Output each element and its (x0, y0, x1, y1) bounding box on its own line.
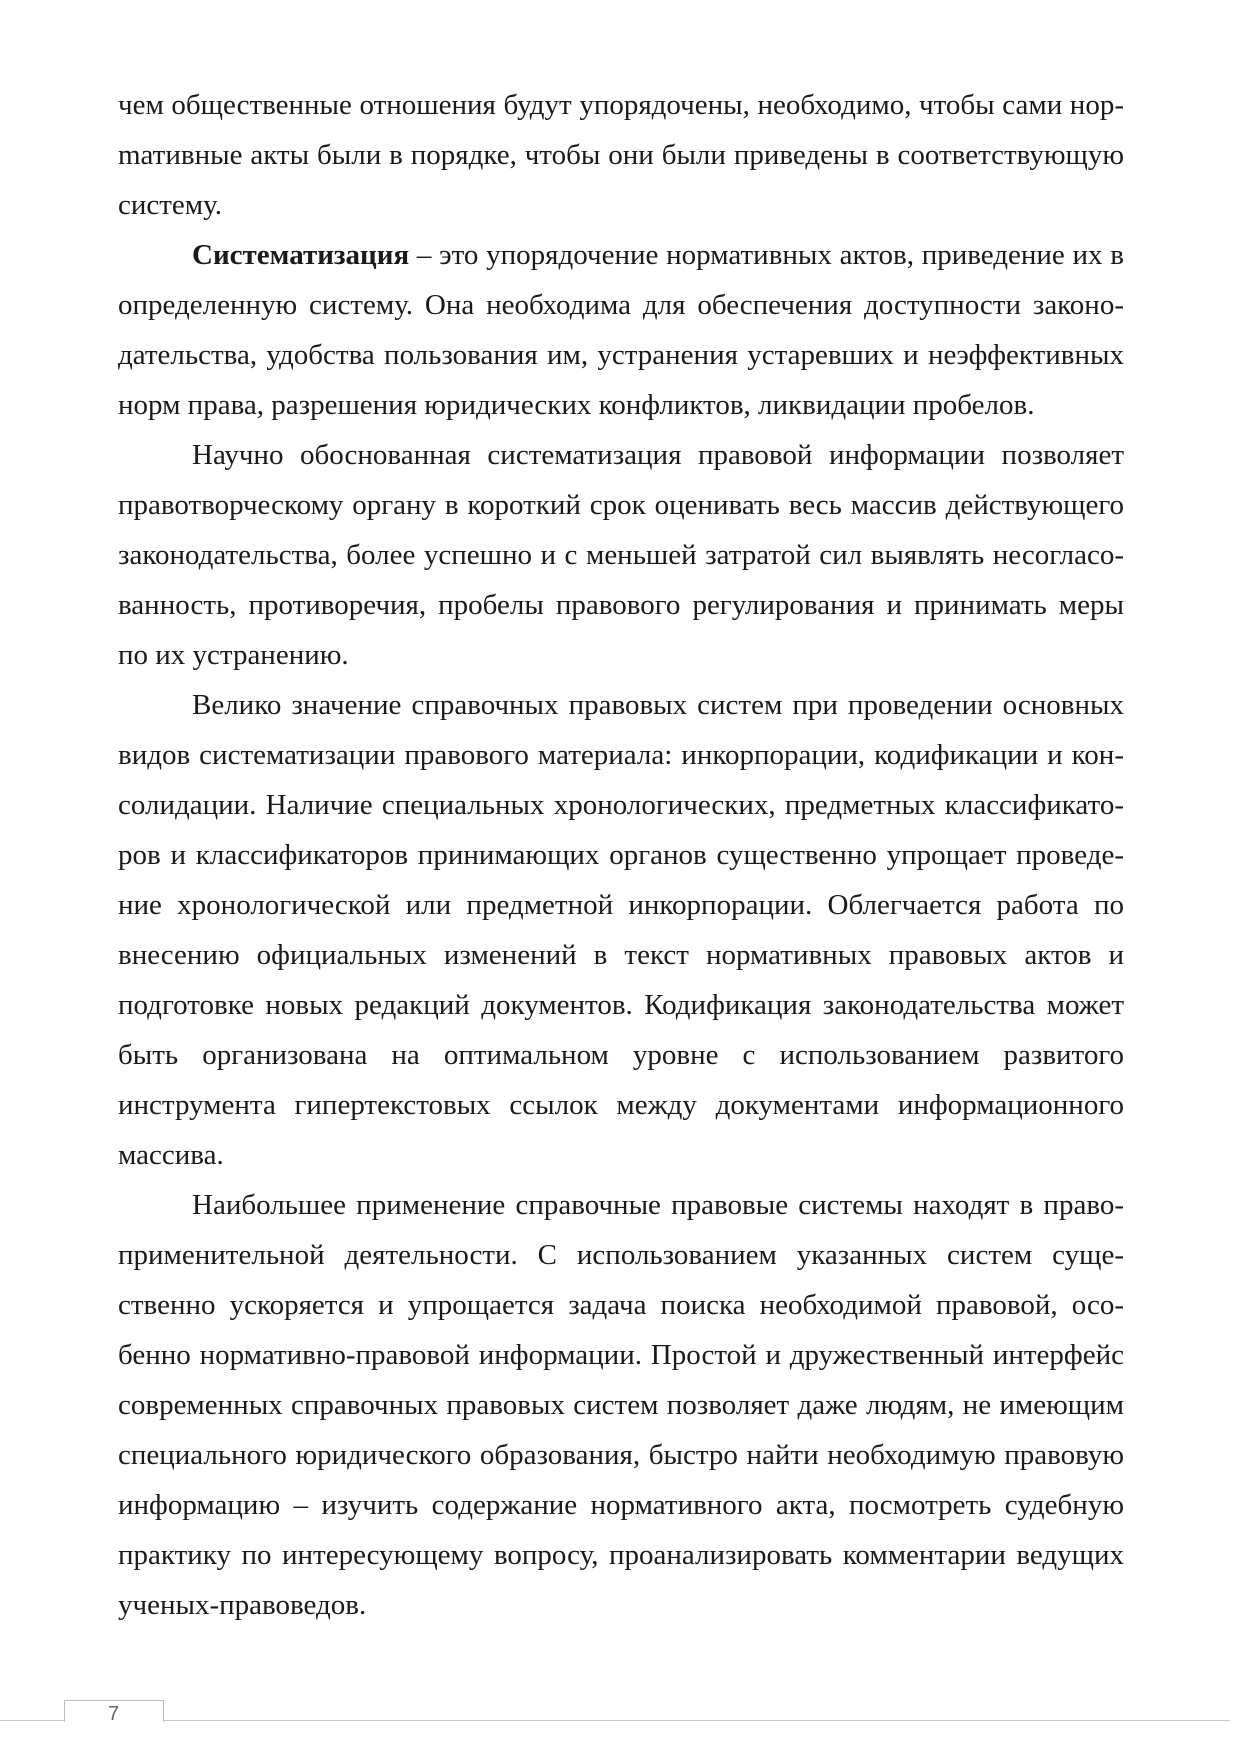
paragraph-4 (118, 680, 1124, 1180)
paragraph-5-text: Наибольшее применение справочные правовые системы находят в правоприменительной деятельности. С использованием указанных систем существенно ускоряется и упрощается задача поиска необходимой правовой, особенно нормативно-правовой информации. Простой и дружественный интерфейс современных справочных правовых систем позволяет даже людям, не имеющим специального юридического образования, быстро найти необходимую правовую информацию – изучить содержание нормативного акта, посмотреть судебную практику по интересующему вопросу, проанализировать комментарии ведущих ученых-правоведов. (118, 1189, 1124, 1621)
footer-rule (0, 1720, 1230, 1721)
paragraph-1 (118, 80, 1124, 230)
paragraph-3-text: Научно обоснованная систематизация правовой информации позволяет правотворческому органу в короткий срок оценивать весь массив действующего законодательства, более успешно и с меньшей затратой сил выявлять несогласованность, противоречия, пробелы правового регулирования и принимать меры по их устранению. (118, 439, 1124, 671)
body-text (118, 80, 1124, 1630)
paragraph-2 (118, 230, 1124, 430)
paragraph-2-text: – это упорядочение нормативных актов, приведение их в определенную систему. Она необходима для обеспечения доступности законодательства, удобства пользования им, устранения устаревших и неэффективных норм права, разрешения юридических конфликтов, ликвидации пробелов. (118, 239, 1124, 421)
paragraph-4-text: Велико значение справочных правовых систем при проведении основных видов систематизации правового материала: инкорпорации, кодификации и консолидации. Наличие специальных хронологических, предметных классификаторов и классификаторов принимающих органов существенно упрощает проведение хронологической или предметной инкорпорации. Облегчается работа по внесению официальных изменений в текст нормативных правовых актов и подготовке новых редакций документов. Кодификация законодательства может быть организована на оптимальном уровне с использованием развитого инструмента гипертекстовых ссылок между документами информационного массива. (118, 689, 1124, 1171)
page-number: 7 (108, 1703, 120, 1725)
term-systematization: Систематизация (192, 239, 410, 271)
paragraph-3 (118, 430, 1124, 680)
paragraph-1-text: чем общественные отношения будут упорядочены, необходимо, чтобы сами норmативные акты были в порядке, чтобы они были приведены в соответствующую систему. (118, 89, 1124, 221)
page-footer (0, 1690, 1241, 1730)
paragraph-5 (118, 1180, 1124, 1630)
